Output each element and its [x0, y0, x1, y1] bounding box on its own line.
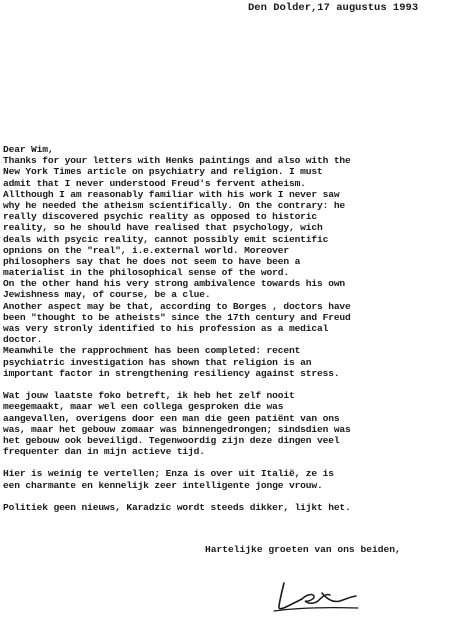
- english-line: Another aspect may be that, according to Borges , doctors have: [3, 300, 351, 312]
- english-line: opnions on the "real", i.e.external world. Moreover: [3, 244, 289, 256]
- english-line: doctor.: [3, 334, 43, 346]
- english-line: reality, so he should have realised that psychology, wich: [3, 222, 323, 234]
- dutch-line: meegemaakt, maar wel een collega gesproken die was: [3, 401, 284, 413]
- dutch-line: frequenter dan in mijn actieve tijd.: [3, 446, 205, 458]
- english-line: Jewishness may, of course, be a clue.: [3, 289, 211, 301]
- english-line: deals with psycic reality, cannot possibly emit scientific: [3, 233, 329, 245]
- paragraph-gap: [3, 457, 450, 468]
- english-line: Allthough I am reasonably familiar with his work I never saw: [3, 188, 340, 200]
- english-line: important factor in strengthening resiliency against stress.: [3, 367, 340, 379]
- dutch-line: Wat jouw laatste foko betreft, ik heb het zelf nooit: [3, 390, 295, 402]
- dutch-line: Hier is weinig te vertellen; Enza is over uit Italië, ze is: [3, 468, 334, 480]
- dutch-line: Politiek geen nieuws, Karadzic wordt steeds dikker, lijkt het.: [3, 502, 351, 513]
- dutch-line: het gebouw ook beveiligd. Tegenwoordig zijn deze dingen veel: [3, 434, 340, 446]
- handwritten-signature: [270, 575, 365, 615]
- english-line: Thanks for your letters with Henks paintings and also with the: [3, 155, 351, 167]
- english-line: Meanwhile the rapprochment has been completed: recent: [3, 345, 301, 357]
- dutch-line: een charmante en kennelijk zeer intelligente jonge vrouw.: [3, 479, 323, 491]
- english-line: was very stronly identified to his profession as a medical: [3, 323, 329, 334]
- letter-closing: Hartelijke groeten van ons beiden,: [205, 544, 401, 555]
- english-line: philosophers say that he does not seem to have been a: [3, 255, 301, 267]
- english-line: New York Times article on psychiatry and religion. I must: [3, 166, 323, 178]
- english-line: really discovered psychic reality as opposed to historic: [3, 211, 318, 223]
- english-line: psychiatric investigation has shown that religion is an: [3, 356, 312, 368]
- english-line: materialist in the philosophical sense of the word.: [3, 267, 289, 279]
- salutation: Dear Wim,: [3, 144, 54, 155]
- paragraph-gap: [3, 491, 450, 502]
- english-line: been "thought to be atheists" since the 17th century and Freud: [3, 311, 351, 323]
- english-line: why he needed the atheism scientifically. On the contrary: he: [3, 199, 346, 211]
- dutch-line: aangevallen, overigens door een man die geen patiënt van ons: [3, 412, 340, 424]
- letter-dateline: Den Dolder,17 augustus 1993: [248, 2, 419, 14]
- letter-body: [3, 144, 450, 513]
- english-line: admit that I never understood Freud's fervent atheism.: [3, 177, 306, 189]
- paragraph-gap: [3, 379, 450, 390]
- dutch-line: was, maar het gebouw zomaar was binnengedrongen; sindsdien was: [3, 423, 351, 435]
- english-line: On the other hand his very strong ambivalence towards his own: [3, 278, 346, 290]
